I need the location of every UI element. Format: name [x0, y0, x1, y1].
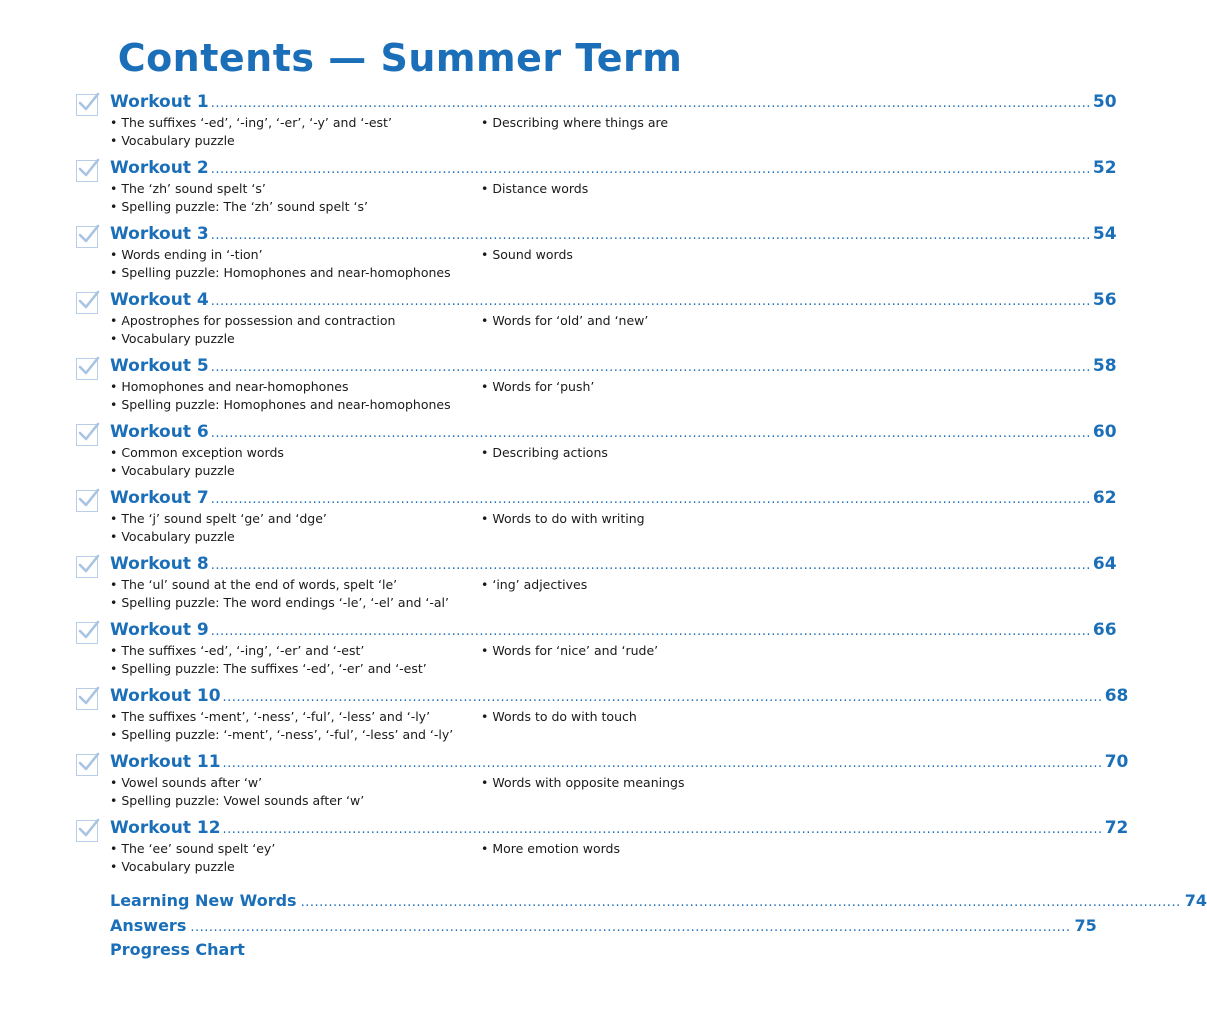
topic-item: • Vocabulary puzzle — [110, 331, 235, 346]
workout-page-number: 52 — [1092, 158, 1117, 178]
extra-row — [110, 940, 740, 964]
extra-name: Learning New Words — [110, 891, 297, 910]
extra-page-number: 74 — [1184, 891, 1207, 910]
checkbox[interactable] — [76, 622, 98, 644]
workout-row — [76, 422, 1117, 484]
topic-item: • More emotion words — [481, 841, 620, 856]
dot-leader: .............................................................................................................................................................................................. — [210, 624, 1091, 639]
workout-row — [76, 686, 1129, 748]
topic-item: • Words for ‘old’ and ‘new’ — [481, 313, 649, 328]
extra-name: Answers — [110, 916, 187, 935]
topic-item: • The ‘ee’ sound spelt ‘ey’ — [110, 841, 276, 856]
dot-leader: .............................................................................................................................................................................................. — [210, 228, 1091, 243]
checkbox[interactable] — [76, 358, 98, 380]
workout-name: Workout 10 — [110, 686, 221, 706]
workout-heading — [110, 356, 1117, 380]
workout-row — [76, 554, 1117, 616]
workout-row — [76, 92, 1117, 154]
extra-row — [110, 916, 1097, 940]
topic-item: • The suffixes ‘-ed’, ‘-ing’, ‘-er’ and ‘-est’ — [110, 643, 365, 658]
workout-heading — [110, 92, 1117, 116]
workout-page-number: 66 — [1092, 620, 1117, 640]
workout-row — [76, 488, 1117, 550]
extra-name: Progress Chart — [110, 940, 245, 959]
workout-name: Workout 11 — [110, 752, 221, 772]
topic-item: • Describing actions — [481, 445, 608, 460]
topic-item: • Describing where things are — [481, 115, 669, 130]
topic-item: • Common exception words — [110, 445, 284, 460]
workout-name: Workout 7 — [110, 488, 209, 508]
workout-page-number: 68 — [1104, 686, 1129, 706]
workout-row — [76, 818, 1129, 880]
workout-row — [76, 290, 1117, 352]
workout-heading — [110, 752, 1129, 776]
topic-item: • Apostrophes for possession and contraction — [110, 313, 396, 328]
workout-name: Workout 9 — [110, 620, 209, 640]
extra-page-number: 75 — [1074, 916, 1097, 935]
topic-item: • Vocabulary puzzle — [110, 133, 235, 148]
workout-name: Workout 4 — [110, 290, 209, 310]
topic-item: • Vowel sounds after ‘w’ — [110, 775, 263, 790]
topic-item: • Homophones and near-homophones — [110, 379, 349, 394]
dot-leader: .............................................................................................................................................................................................. — [222, 756, 1103, 771]
workout-heading — [110, 488, 1117, 512]
workout-name: Workout 2 — [110, 158, 209, 178]
topic-item: • The ‘j’ sound spelt ‘ge’ and ‘dge’ — [110, 511, 327, 526]
topic-item: • Words to do with writing — [481, 511, 645, 526]
workout-row — [76, 752, 1129, 814]
checkbox[interactable] — [76, 556, 98, 578]
workout-heading — [110, 620, 1117, 644]
dot-leader: .............................................................................................................................................................................................. — [210, 162, 1091, 177]
dot-leader: .............................................................................................................................................................................................. — [300, 895, 1181, 910]
topic-item: • Vocabulary puzzle — [110, 859, 235, 874]
topic-item: • Words ending in ‘-tion’ — [110, 247, 263, 262]
topic-item: • Spelling puzzle: Vowel sounds after ‘w’ — [110, 793, 365, 808]
workout-heading — [110, 686, 1129, 710]
checkbox[interactable] — [76, 688, 98, 710]
checkbox[interactable] — [76, 820, 98, 842]
topic-item: • Spelling puzzle: ‘-ment’, ‘-ness’, ‘-ful’, ‘-less’ and ‘-ly’ — [110, 727, 454, 742]
workout-name: Workout 5 — [110, 356, 209, 376]
workout-page-number: 54 — [1092, 224, 1117, 244]
workout-row — [76, 224, 1117, 286]
topic-item: • Words for ‘push’ — [481, 379, 595, 394]
workout-name: Workout 6 — [110, 422, 209, 442]
workout-page-number: 64 — [1092, 554, 1117, 574]
workout-page-number: 60 — [1092, 422, 1117, 442]
dot-leader: .............................................................................................................................................................................................. — [190, 920, 1071, 935]
checkbox[interactable] — [76, 490, 98, 512]
dot-leader: .............................................................................................................................................................................................. — [210, 558, 1091, 573]
workout-name: Workout 3 — [110, 224, 209, 244]
dot-leader: .............................................................................................................................................................................................. — [210, 96, 1091, 111]
dot-leader: .............................................................................................................................................................................................. — [210, 426, 1091, 441]
dot-leader: .............................................................................................................................................................................................. — [210, 294, 1091, 309]
topic-item: • Spelling puzzle: Homophones and near-homophones — [110, 265, 451, 280]
checkbox[interactable] — [76, 292, 98, 314]
workout-row — [76, 158, 1117, 220]
dot-leader: .............................................................................................................................................................................................. — [210, 360, 1091, 375]
topic-item: • The ‘zh’ sound spelt ‘s’ — [110, 181, 266, 196]
workout-name: Workout 8 — [110, 554, 209, 574]
dot-leader: .............................................................................................................................................................................................. — [210, 492, 1091, 507]
workout-heading — [110, 290, 1117, 314]
topic-item: • Spelling puzzle: The word endings ‘-le’, ‘-el’ and ‘-al’ — [110, 595, 450, 610]
extra-row — [110, 891, 1207, 915]
page-title: Contents — Summer Term — [117, 36, 683, 80]
workout-heading — [110, 158, 1117, 182]
topic-item: • Words to do with touch — [481, 709, 637, 724]
topic-item: • The suffixes ‘-ed’, ‘-ing’, ‘-er’, ‘-y’ and ‘-est’ — [110, 115, 392, 130]
dot-leader: .............................................................................................................................................................................................. — [222, 822, 1103, 837]
checkbox[interactable] — [76, 160, 98, 182]
topic-item: • Vocabulary puzzle — [110, 463, 235, 478]
topic-item: • Words with opposite meanings — [481, 775, 685, 790]
checkbox[interactable] — [76, 94, 98, 116]
workout-page-number: 56 — [1092, 290, 1117, 310]
workout-row — [76, 356, 1117, 418]
topic-item: • Vocabulary puzzle — [110, 529, 235, 544]
topic-item: • Spelling puzzle: The ‘zh’ sound spelt ‘s’ — [110, 199, 368, 214]
workout-name: Workout 1 — [110, 92, 209, 112]
topic-item: • The suffixes ‘-ment’, ‘-ness’, ‘-ful’, ‘-less’ and ‘-ly’ — [110, 709, 431, 724]
workout-heading — [110, 422, 1117, 446]
workout-heading — [110, 224, 1117, 248]
topic-item: • Words for ‘nice’ and ‘rude’ — [481, 643, 659, 658]
topic-item: • Sound words — [481, 247, 573, 262]
workout-page-number: 72 — [1104, 818, 1129, 838]
topic-item: • ‘ing’ adjectives — [481, 577, 588, 592]
topic-item: • The ‘ul’ sound at the end of words, spelt ‘le’ — [110, 577, 398, 592]
workout-row — [76, 620, 1117, 682]
checkbox[interactable] — [76, 424, 98, 446]
checkbox[interactable] — [76, 754, 98, 776]
topic-item: • Spelling puzzle: Homophones and near-homophones — [110, 397, 451, 412]
dot-leader: .............................................................................................................................................................................................. — [222, 690, 1103, 705]
workout-heading — [110, 818, 1129, 842]
topic-item: • Distance words — [481, 181, 589, 196]
workout-page-number: 62 — [1092, 488, 1117, 508]
topic-item: • Spelling puzzle: The suffixes ‘-ed’, ‘-er’ and ‘-est’ — [110, 661, 427, 676]
checkbox[interactable] — [76, 226, 98, 248]
workout-heading — [110, 554, 1117, 578]
workout-page-number: 50 — [1092, 92, 1117, 112]
workout-page-number: 58 — [1092, 356, 1117, 376]
workout-page-number: 70 — [1104, 752, 1129, 772]
workout-name: Workout 12 — [110, 818, 221, 838]
